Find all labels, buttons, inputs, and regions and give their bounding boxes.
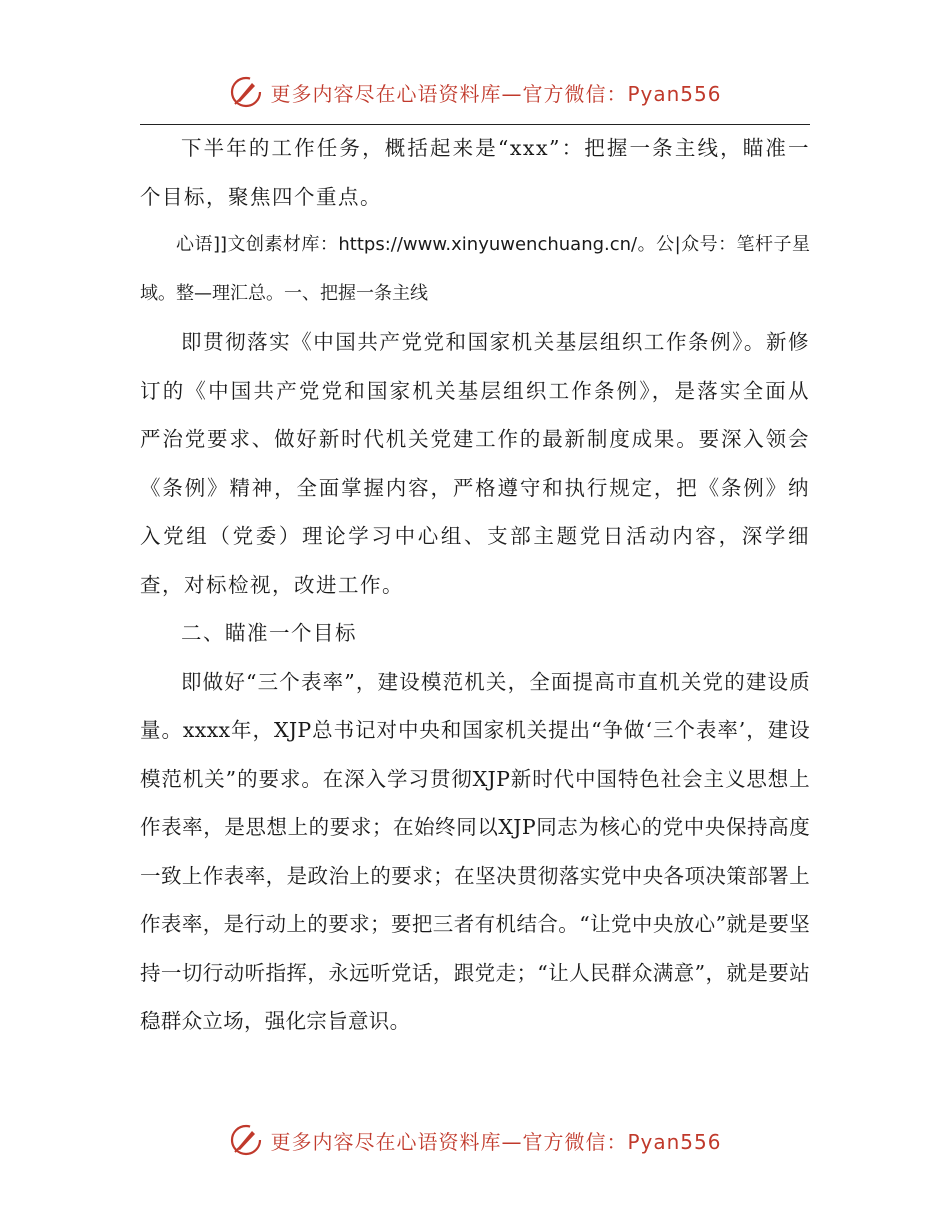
paragraph-main-line: 即贯彻落实《中国共产党党和国家机关基层组织工作条例》。新修订的《中国共产党党和国家机关基层组织工作条例》，是落实全面从严治党要求、做好新时代机关党建工作的最新制度成果。要深入领会《条例》精神，全面掌握内容，严格遵守和执行规定，把《条例》纳入党组（党委）理论学习中心组、支部主题党日活动内容，深学细查，对标检视，改进工作。	[140, 330, 810, 597]
paragraph-three-examples: 即做好“三个表率”，建设模范机关，全面提高市直机关党的建设质量。xxxx年，XJP总书记对中央和国家机关提出“争做‘三个表率’，建设模范机关”的要求。在深入学习贯彻XJP新时代中国特色社会主义思想上作表率，是思想上的要求；在始终同以XJP同志为核心的党中央保持高度一致上作表率，是政治上的要求；在坚决贯彻落实党中央各项决策部署上作表率，是行动上的要求；要把三者有机结合。“让党中央放心”就是要坚持一切行动听指挥，永远听党话，跟党走；“让人民群众满意”，就是要站稳群众立场，强化宗旨意识。	[140, 669, 810, 1033]
header-banner-text: 更多内容尽在心语资料库—官方微信：Pyan556	[270, 81, 722, 106]
quill-logo-icon	[228, 1122, 264, 1158]
paragraph-intro: 下半年的工作任务，概括起来是“xxx”：把握一条主线，瞄准一个目标，聚焦四个重点。	[140, 136, 810, 209]
header-banner	[0, 70, 950, 114]
footer-banner	[0, 1118, 950, 1162]
document-body	[140, 124, 810, 1046]
paragraph-source-note: 心语]]文创素材库：https://www.xinyuwenchuang.cn/。公|众号：笔杆子星域。整—理汇总。一、把握一条主线	[140, 234, 810, 304]
quill-logo-icon	[228, 74, 264, 110]
footer-banner-text: 更多内容尽在心语资料库—官方微信：Pyan556	[270, 1129, 722, 1154]
section-heading-target: 二、瞄准一个目标	[181, 621, 357, 645]
